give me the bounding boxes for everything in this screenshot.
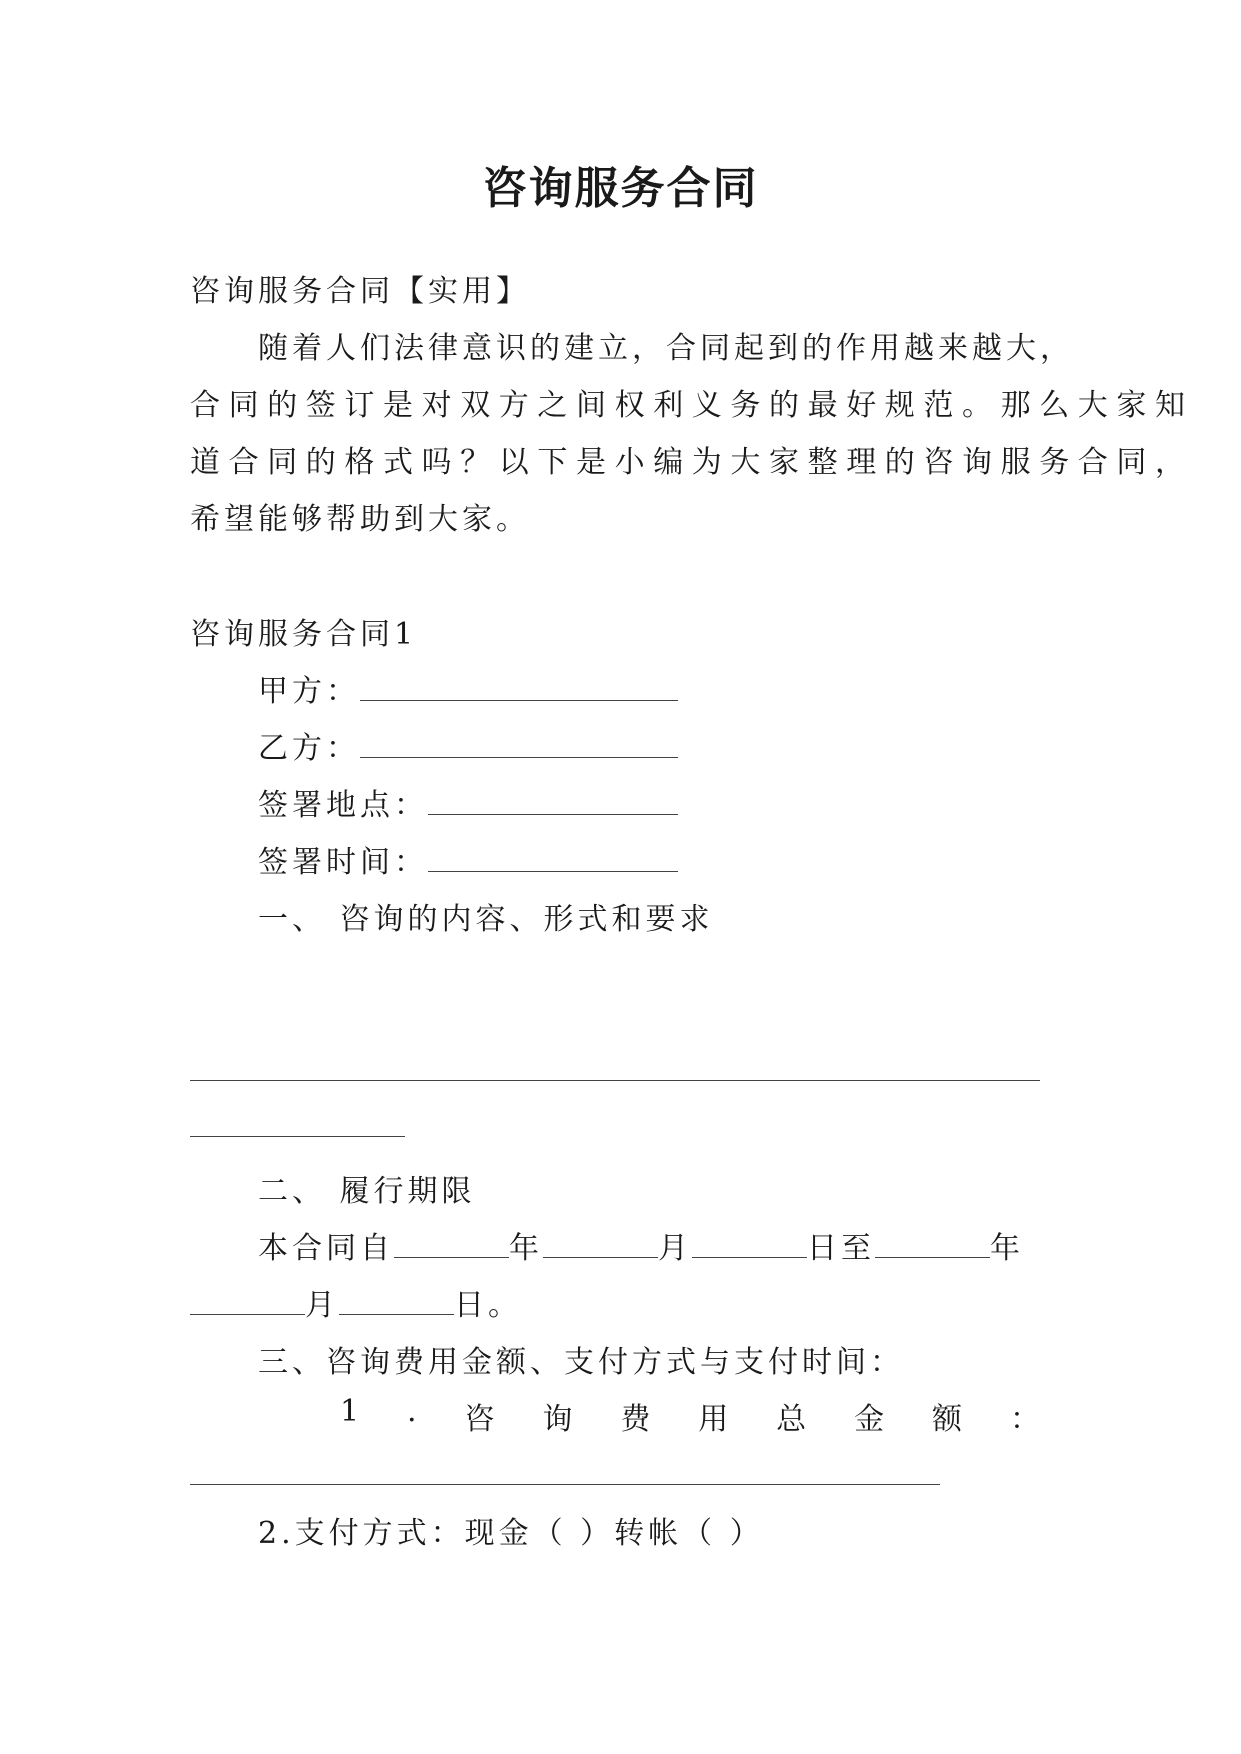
fee-total-label xyxy=(340,1394,1040,1438)
party-a-blank xyxy=(360,699,678,701)
fee-char: 额 xyxy=(932,1402,963,1437)
end-day-blank xyxy=(339,1313,454,1315)
term-month-1: 月 xyxy=(658,1231,692,1266)
sign-place-blank xyxy=(428,813,678,815)
start-year-blank xyxy=(394,1256,509,1258)
content-blank-line-1 xyxy=(190,1080,1040,1081)
section-1-heading: 一、 咨询的内容、形式和要求 xyxy=(258,902,714,937)
fee-char: 用 xyxy=(698,1402,729,1437)
intro-line-4: 希望能够帮助到大家。 xyxy=(190,502,530,537)
term-line-2 xyxy=(190,1280,522,1324)
fee-char: 咨 xyxy=(464,1402,495,1437)
term-prefix: 本合同自 xyxy=(258,1231,394,1266)
party-a-field xyxy=(258,666,678,710)
term-month-2: 月 xyxy=(305,1288,339,1323)
fee-char: 费 xyxy=(620,1402,651,1437)
fee-char: . xyxy=(407,1394,417,1429)
sign-place-field xyxy=(258,780,678,824)
party-a-label: 甲方： xyxy=(258,674,360,709)
party-b-blank xyxy=(360,756,678,758)
term-year-1: 年 xyxy=(509,1231,543,1266)
sign-time-blank xyxy=(428,870,678,872)
fee-amount-blank xyxy=(190,1484,940,1485)
term-line xyxy=(258,1223,1024,1267)
start-day-blank xyxy=(692,1256,807,1258)
term-year-2: 年 xyxy=(990,1231,1024,1266)
document-title: 咨询服务合同 xyxy=(482,163,759,214)
party-b-label: 乙方： xyxy=(258,731,360,766)
sign-time-label: 签署时间： xyxy=(258,845,428,880)
fee-char: 金 xyxy=(854,1402,885,1437)
fee-char: 总 xyxy=(776,1402,807,1437)
section-3-heading: 三、咨询费用金额、支付方式与支付时间： xyxy=(258,1345,904,1380)
end-year-blank xyxy=(875,1256,990,1258)
content-blank-line-2 xyxy=(190,1136,405,1137)
fee-char: 询 xyxy=(542,1402,573,1437)
end-month-blank xyxy=(190,1313,305,1315)
fee-char: 1 xyxy=(340,1394,360,1429)
payment-method-line: 2.支付方式：现金（ ）转帐（ ） xyxy=(258,1516,764,1551)
sign-time-field xyxy=(258,837,678,881)
section-2-heading: 二、 履行期限 xyxy=(258,1174,476,1209)
intro-line-3: 道合同的格式吗？以下是小编为大家整理的咨询服务合同， xyxy=(190,445,1194,480)
term-day-to: 日至 xyxy=(807,1231,875,1266)
sign-place-label: 签署地点： xyxy=(258,788,428,823)
contract-heading: 咨询服务合同1 xyxy=(190,617,418,652)
document-subtitle: 咨询服务合同【实用】 xyxy=(190,274,530,309)
fee-char: ： xyxy=(1009,1402,1040,1437)
intro-line-2: 合同的签订是对双方之间权利义务的最好规范。那么大家知 xyxy=(190,388,1194,423)
party-b-field xyxy=(258,723,678,767)
intro-line-1: 随着人们法律意识的建立，合同起到的作用越来越大， xyxy=(258,331,1074,366)
term-day-end: 日。 xyxy=(454,1288,522,1323)
start-month-blank xyxy=(543,1256,658,1258)
